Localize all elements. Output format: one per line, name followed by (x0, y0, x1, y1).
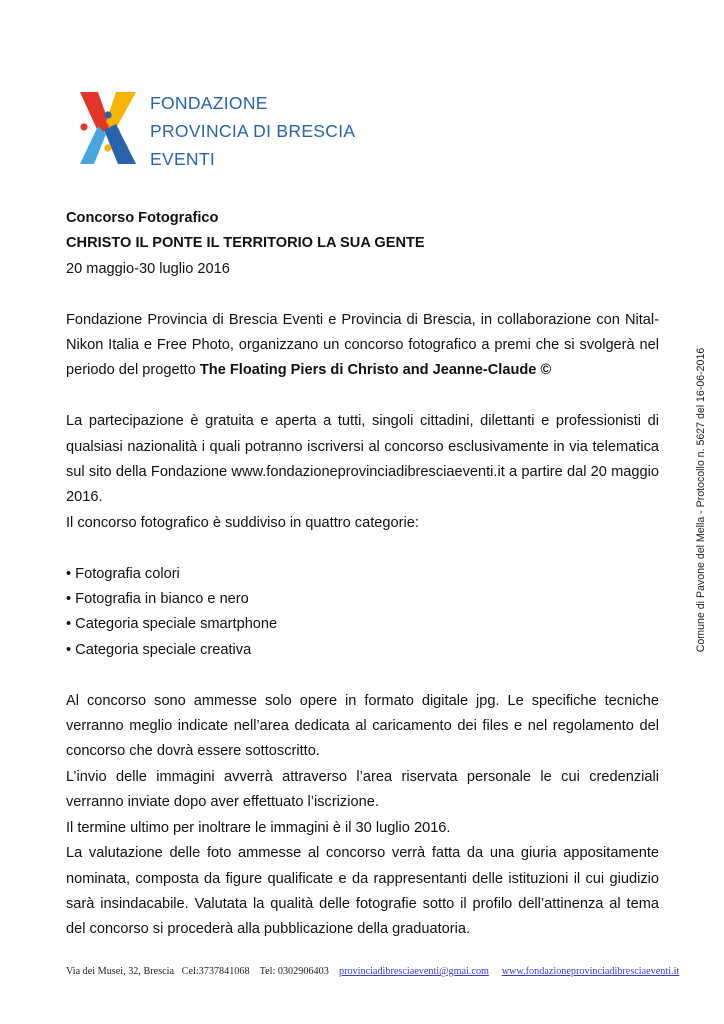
protocol-stamp-text: Comune di Pavone del Mella - Protocollo n. 5627 del 16-06-2016 (695, 347, 707, 653)
rules-paragraph: L’invio delle immagini avverrà attraverso l’area riservata personale le cui credenziali verranno inviate dopo aver effettuato l’iscrizione. (66, 768, 659, 811)
rules-paragraph: La valutazione delle foto ammesse al concorso verrà fatta da una giuria appositamente nominata, composta da figure qualificate e da rappresentanti delle istituzioni il cui giudizio sarà insindacabile. Valutata la qualità delle fotografie sotto il profilo dell’attinenza al tema del concorso si procederà alla pubblicazione della graduatoria. (66, 845, 659, 938)
contest-dates: 20 maggio-30 luglio 2016 (66, 260, 230, 277)
document-body (66, 206, 659, 943)
logo (76, 86, 376, 170)
footer-tel: Tel: 0302906403 (259, 966, 329, 977)
contest-title: CHRISTO IL PONTE IL TERRITORIO LA SUA GENTE (66, 235, 425, 252)
protocol-stamp (694, 340, 708, 660)
project-name: The Floating Piers di Christo and Jeanne-Claude © (199, 362, 552, 379)
spacer (66, 384, 659, 409)
participation-paragraph: La partecipazione è gratuita e aperta a tutti, singoli cittadini, dilettanti e professionisti di qualsiasi nazionalità i quali potranno iscriversi al concorso esclusivamente in via telematica sul sito della Fondazione www.fondazioneprovinciadibresciaeventi.it a partire dal 20 maggio 2016. (66, 413, 659, 506)
category-item: • Fotografia colori (66, 565, 180, 582)
footer-address: Via dei Musei, 32, Brescia (66, 966, 175, 977)
categories-intro: Il concorso fotografico è suddiviso in quattro categorie: (66, 514, 419, 531)
contest-label: Concorso Fotografico (66, 210, 219, 226)
logo-line-1: FONDAZIONE (150, 93, 268, 113)
footer (66, 966, 680, 977)
logo-line-2: PROVINCIA DI BRESCIA (150, 121, 356, 141)
rules-paragraph: Il termine ultimo per inoltrare le immagini è il 30 luglio 2016. (66, 819, 451, 836)
footer-cel: Cel:3737841068 (181, 966, 250, 977)
fondazione-x-mark-icon (76, 86, 138, 170)
logo-line-3: EVENTI (150, 149, 216, 169)
footer-website-link[interactable]: www.fondazioneprovinciadibresciaeventi.it (501, 966, 680, 977)
rules-paragraph: Al concorso sono ammesse solo opere in formato digitale jpg. Le specifiche tecniche verranno meglio indicate nell’area dedicata al caricamento dei files e nel regolamento del concorso che dovrà essere sottoscritto. (66, 692, 659, 760)
intro-paragraph (66, 308, 659, 384)
spacer (66, 663, 659, 688)
logo-wordmark (150, 89, 355, 173)
spacer (66, 536, 659, 561)
intro-text: Fondazione Provincia di Brescia Eventi e Provincia di Brescia, in collaborazione con Nital-Nikon Italia e Free Photo, organizzano un concorso fotografico a premi che si svolgerà nel periodo del progetto (66, 311, 659, 379)
spacer (66, 282, 659, 307)
category-item: • Categoria speciale smartphone (66, 616, 278, 633)
category-item: • Categoria speciale creativa (66, 641, 252, 658)
footer-email-link[interactable]: provinciadibresciaeventi@gmai.com (338, 966, 489, 977)
category-item: • Fotografia in bianco e nero (66, 591, 249, 608)
